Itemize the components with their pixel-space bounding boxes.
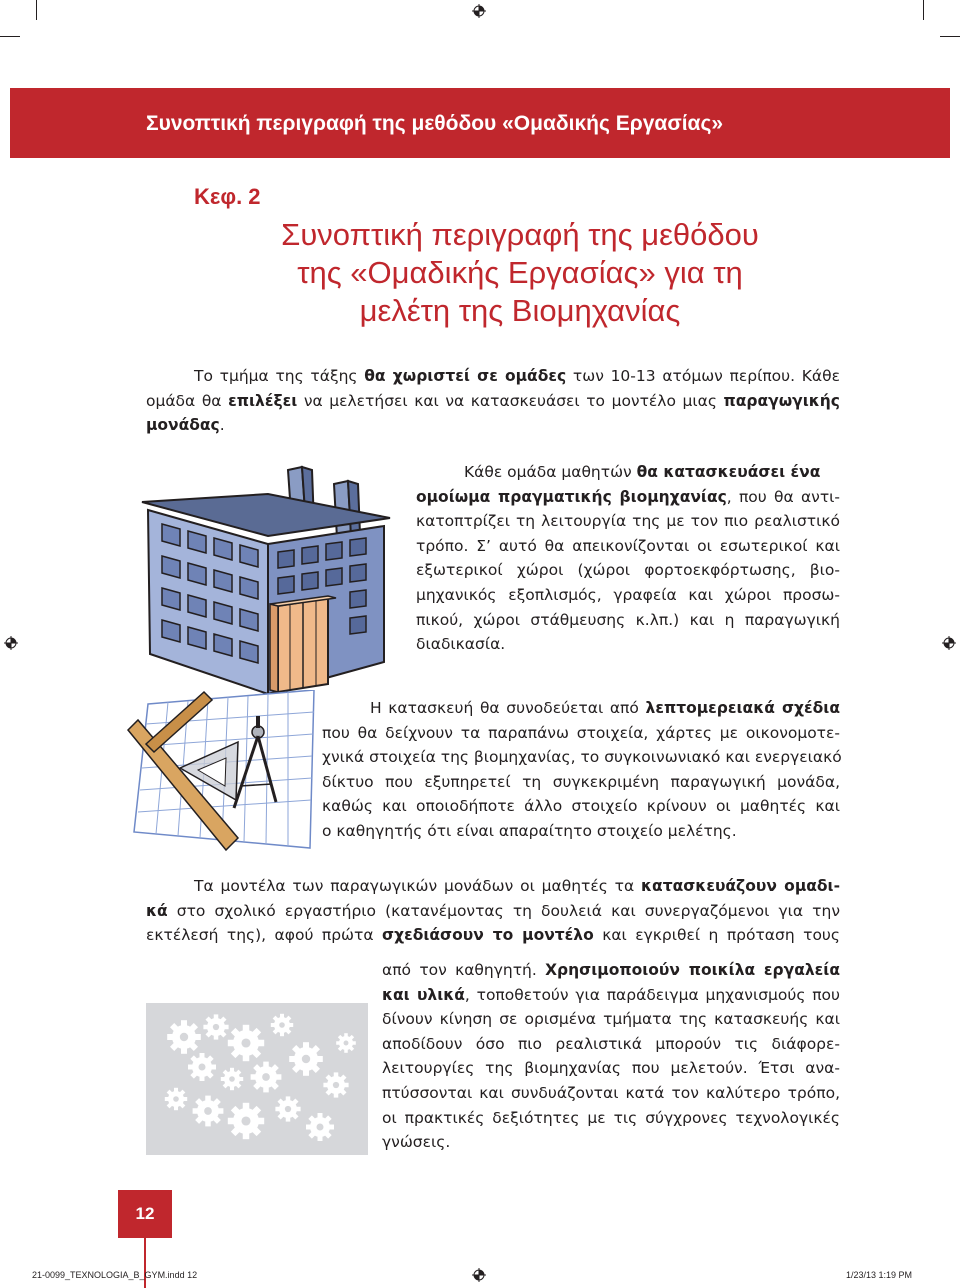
registration-mark-icon <box>4 636 18 650</box>
running-header-title: Συνοπτική περιγραφή της μεθόδου «Ομαδικής Εργασίας» <box>146 112 724 135</box>
factory-illustration <box>140 462 402 700</box>
paragraph-model: Κάθε ομάδα μαθητών θα κατασκευάσει ένα ομοίωμα πραγματικής βιομηχανίας, που θα αντι- κατοπτρίζει τη λειτουργία της με τον πιο ρεαλιστικό τρόπο. Σ’ αυτό θα απεικονίζονται οι εσωτερικοί και εξωτερικοί χώροι (χώροι φορτοεκφόρτωσης, βιο- μηχανικός εξοπλισμός, γραφεία και χώροι προσω- πικού, χώροι στάθμευσης κ.λπ.) και η παραγωγική διαδικασία. <box>416 463 840 654</box>
crop-mark <box>36 0 37 20</box>
registration-mark-icon <box>472 1268 486 1282</box>
crop-mark <box>0 36 20 37</box>
paragraph-intro: Το τμήμα της τάξης θα χωριστεί σε ομάδες των 10-13 ατόμων περίπου. Κάθε ομάδα θα επιλέξει να μελετήσει και να κατασκευάσει το μοντέλο μιας παραγωγικής μονάδας. <box>146 367 841 435</box>
page-title <box>200 216 840 330</box>
registration-mark-icon <box>942 636 956 650</box>
registration-mark-icon <box>472 4 486 18</box>
gears-illustration <box>146 1003 368 1155</box>
slug-timestamp: 1/23/13 1:19 PM <box>846 1270 913 1280</box>
crop-mark <box>923 0 924 20</box>
slug-filename: 21-0099_TEXNOLOGIA_B_GYM.indd 12 <box>32 1270 198 1280</box>
title-line: Συνοπτική περιγραφή της μεθόδου <box>281 217 759 252</box>
paragraph-construction: Τα μοντέλα των παραγωγικών μονάδων οι μαθητές τα κατασκευάζουν ομαδι- κά στο σχολικό εργαστήριο (κατανέμοντας τη δουλειά και συνεργαζόμενοι για την εκτέλεσή της), αφού πρώτα σχεδιάσουν το μοντέλο και εγκριθεί η πρόταση τους <box>146 877 840 945</box>
crop-mark <box>940 36 960 37</box>
chapter-label: Κεφ. 2 <box>194 184 261 209</box>
drafting-tools-illustration <box>126 690 316 852</box>
page-number-rule <box>144 1238 146 1288</box>
page-number: 12 <box>118 1190 172 1238</box>
paragraph-drawings: Η κατασκευή θα συνοδεύεται από λεπτομερειακά σχέδια που θα δείχνουν τα παραπάνω στοιχεία, χάρτες με οικονομοτε- χνικά στοιχεία της βιομηχανίας, το συγκοινωνιακό και ενεργειακό δίκτυο που εξυπηρετεί τη συγκεκριμένη παραγωγική μονάδα, καθώς και οποιοδήποτε άλλο στοιχείο κρίνουν οι μαθητές και ο καθηγητής ότι είναι απαραίτητο στοιχείο μελέτης. <box>322 699 842 840</box>
title-line: της «Ομαδικής Εργασίας» για τη <box>297 255 743 290</box>
title-line: μελέτη της Βιομηχανίας <box>359 293 681 328</box>
paragraph-construction-continued: από τον καθηγητή. Χρησιμοποιούν ποικίλα εργαλεία και υλικά, τοποθετούν για παράδειγμα μηχανισμούς που δίνουν κίνηση σε ορισμένα τμήματα της κατασκευής και αποδίδουν όσο πιο ρεαλιστικά μπορούν τις διάφορε- λειτουργίες της βιομηχανίας που μελετούν. Έτσι ανα- πτύσσονται και συνδυάζονται κατά τον καλύτερο τρόπο, οι πρακτικές δεξιότητες με τις σύγχρονες τεχνολογικές γνώσεις. <box>382 961 840 1152</box>
